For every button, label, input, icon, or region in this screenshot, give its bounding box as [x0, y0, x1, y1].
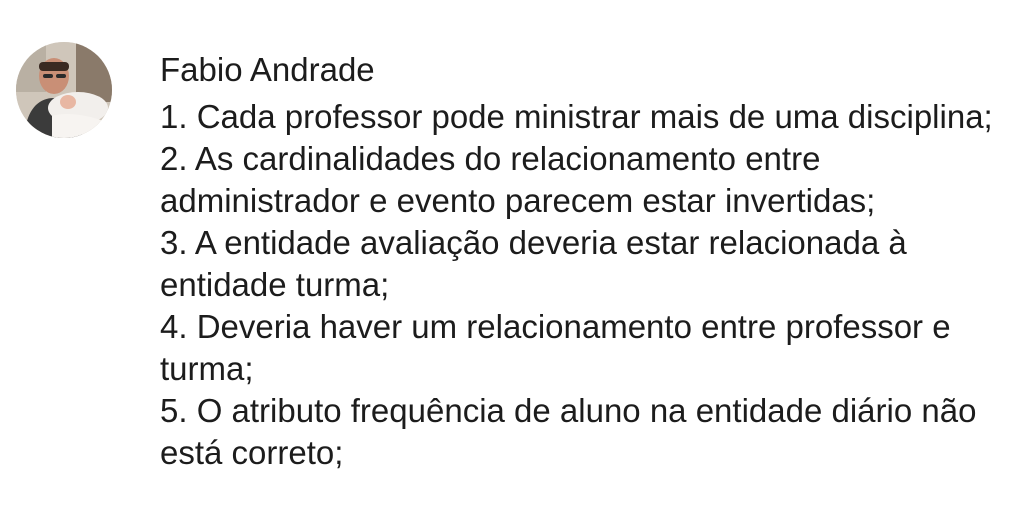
- comment-line: 2. As cardinalidades do relacionamento entre administrador e evento parecem estar invertidas;: [160, 140, 876, 219]
- comment-line: 4. Deveria haver um relacionamento entre professor e turma;: [160, 308, 951, 387]
- comment-line: 3. A entidade avaliação deveria estar relacionada à entidade turma;: [160, 224, 907, 303]
- avatar[interactable]: [16, 42, 112, 138]
- comment-body: [160, 96, 1020, 474]
- avatar-photo-icon: [16, 42, 112, 138]
- comment-line: 5. O atributo frequência de aluno na entidade diário não está correto;: [160, 392, 977, 471]
- comment-author[interactable]: Fabio Andrade: [160, 51, 375, 88]
- comment-line: 1. Cada professor pode ministrar mais de uma disciplina;: [160, 98, 993, 135]
